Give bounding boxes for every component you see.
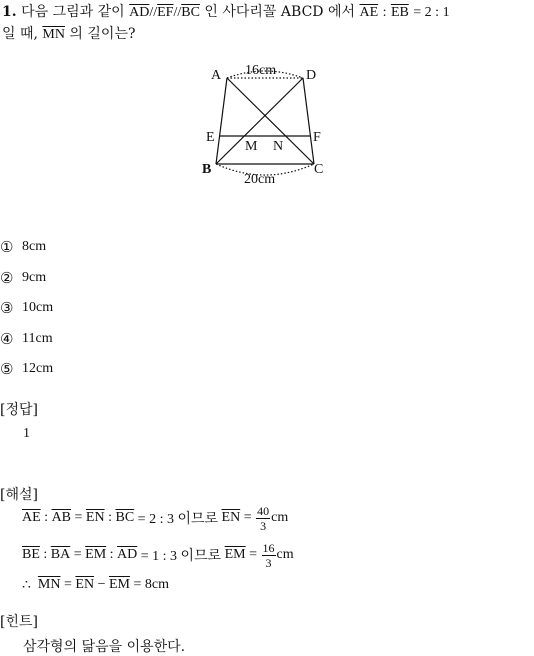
segment-ad: $\overline{AD}$: [129, 5, 150, 20]
label-m: M: [245, 139, 258, 154]
choice-1[interactable]: [0, 232, 53, 263]
choice-text: 8cm: [22, 239, 47, 255]
parallel-sign: //: [173, 5, 182, 20]
question-intro: 다음 그림과 같이: [21, 4, 125, 20]
explanation-line-2: $\overline{BE}$ : $\overline{BA}$ = $\overline{EM}$ : $\overline{AD}$ = 1 : 3 이므로 $\overline{EM}$ = $\frac{16}{3}$ cm: [22, 540, 294, 570]
choice-text: 9cm: [22, 269, 47, 285]
diagonal-db: [216, 78, 303, 164]
segment-bc: $\overline{BC}$: [181, 5, 200, 20]
choice-text: 11cm: [22, 330, 53, 346]
choice-number: ③: [0, 299, 14, 318]
explanation-line-1: $\overline{AE}$ : $\overline{AB}$ = $\overline{EN}$ : $\overline{BC}$ = 2 : 3 이므로 $\overline{EN}$ = $\frac{40}{3}$ cm: [22, 503, 289, 533]
bottom-length: 20cm: [244, 172, 276, 187]
question-mid: 인 사다리꼴 ABCD 에서: [204, 4, 356, 20]
question-ratio: = 2 : 1: [413, 5, 450, 20]
choice-4[interactable]: [0, 324, 53, 355]
label-b: B: [202, 162, 212, 177]
question-number: 1.: [2, 4, 17, 20]
fraction-16-3: $\frac{16}{3}$: [262, 540, 275, 570]
side-dc: [303, 78, 314, 164]
segment-mn: $\overline{MN}$: [42, 27, 65, 42]
parallel-sign: //: [149, 5, 158, 20]
hint-heading: [힌트]: [0, 614, 38, 630]
choice-number: ⑤: [0, 360, 14, 379]
label-e: E: [206, 130, 215, 145]
choice-2[interactable]: [0, 263, 53, 294]
choice-list: [0, 232, 53, 385]
choice-number: ②: [0, 268, 14, 287]
explanation-body: [22, 498, 294, 598]
explanation-heading: [해설]: [0, 487, 38, 503]
choice-5[interactable]: [0, 354, 53, 385]
hint-text: 삼각형의 닮음을 이용한다.: [23, 639, 186, 655]
question-text: 1. 다음 그림과 같이 $\overline{AD}//\overline{EF}//\overline{BC}$ 인 사다리꼴 ABCD 에서 $\overline{AE}$ : $\overline{EB} = 2$ : 1 일 때, $\overline{MN}$ 의 길이는?: [2, 4, 450, 42]
trapezoid-figure: [196, 60, 346, 190]
diagonal-ac: [227, 78, 314, 164]
question-line2-end: 의 길이는?: [69, 26, 136, 42]
explanation-line-3: ∴ $\overline{MN}$ = $\overline{EN}$ − $\overline{EM}$ = 8cm: [22, 577, 169, 593]
label-f: F: [313, 130, 321, 145]
label-n: N: [273, 139, 284, 154]
label-c: C: [314, 162, 324, 177]
choice-number: ④: [0, 329, 14, 348]
side-ab: [216, 78, 227, 164]
segment-ef: $\overline{EF}$: [157, 5, 174, 20]
choice-3[interactable]: [0, 293, 53, 324]
segment-eb: $\overline{EB}$: [390, 5, 409, 20]
question-line2-start: 일 때,: [2, 26, 38, 42]
top-length: 16cm: [245, 63, 277, 78]
choice-text: 10cm: [22, 300, 54, 316]
choice-number: ①: [0, 238, 14, 257]
answer-value: 1: [23, 426, 30, 441]
label-d: D: [306, 68, 317, 83]
label-a: A: [211, 68, 222, 83]
choice-text: 12cm: [22, 361, 54, 377]
fraction-40-3: $\frac{40}{3}$: [257, 503, 270, 533]
segment-ae: $\overline{AE}$: [359, 5, 379, 20]
answer-heading: [정답]: [0, 402, 38, 418]
